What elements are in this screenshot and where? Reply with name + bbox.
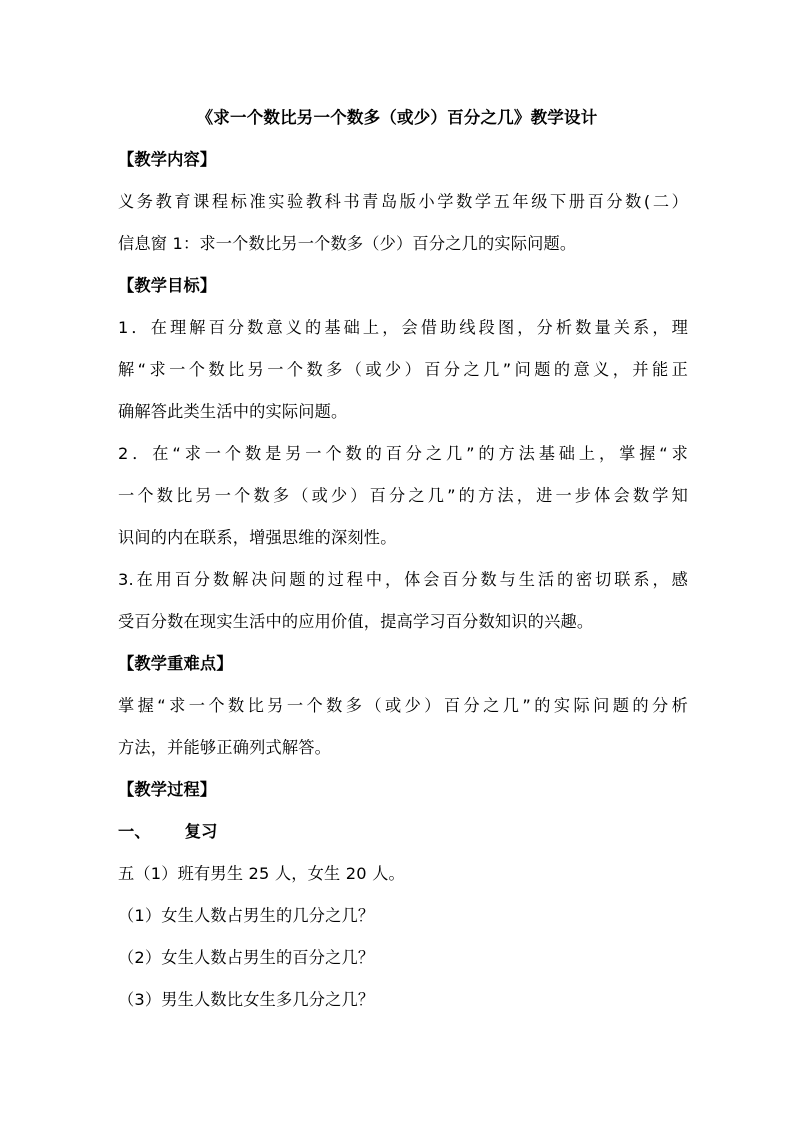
- question-line: （2）女生人数占男生的百分之几？: [118, 948, 375, 967]
- paragraph-line: 1．在理解百分数意义的基础上，会借助线段图，分析数量关系，理: [118, 318, 688, 337]
- section-heading-goals: 【教学目标】: [118, 276, 217, 295]
- paragraph-line: 解“求一个数比另一个数多（或少）百分之几”问题的意义，并能正: [118, 360, 688, 379]
- section-heading-content: 【教学内容】: [118, 150, 217, 169]
- paragraph-line: 义务教育课程标准实验教科书青岛版小学数学五年级下册百分数(二）: [118, 192, 688, 211]
- paragraph-line: 方法，并能够正确列式解答。: [118, 738, 332, 757]
- paragraph-line: 确解答此类生活中的实际问题。: [118, 402, 348, 421]
- paragraph-line: 2．在“求一个数是另一个数的百分之几”的方法基础上，掌握“求: [118, 444, 688, 463]
- paragraph-line: 五（1）班有男生 25 人，女生 20 人。: [118, 864, 405, 883]
- question-line: （3）男生人数比女生多几分之几？: [118, 990, 375, 1009]
- section-heading-process: 【教学过程】: [118, 780, 217, 799]
- section-heading-key-points: 【教学重难点】: [118, 654, 233, 673]
- paragraph-line: 掌握“求一个数比另一个数多（或少）百分之几”的实际问题的分析: [118, 696, 688, 715]
- document-title: 《求一个数比另一个数多（或少）百分之几》教学设计: [196, 108, 598, 127]
- paragraph-line: 一个数比另一个数多（或少）百分之几”的方法，进一步体会数学知: [118, 486, 688, 505]
- subheading-review: [118, 821, 688, 843]
- paragraph-line: 信息窗 1：求一个数比另一个数多（少）百分之几的实际问题。: [118, 234, 577, 253]
- paragraph-line: 识间的内在联系，增强思维的深刻性。: [118, 528, 397, 547]
- subheading-number: 一、: [118, 822, 151, 841]
- question-line: （1）女生人数占男生的几分之几？: [118, 906, 375, 925]
- paragraph-line: 受百分数在现实生活中的应用价值，提高学习百分数知识的兴趣。: [118, 612, 594, 631]
- subheading-text: 复习: [184, 822, 218, 841]
- paragraph-line: 3.在用百分数解决问题的过程中，体会百分数与生活的密切联系，感: [118, 570, 688, 589]
